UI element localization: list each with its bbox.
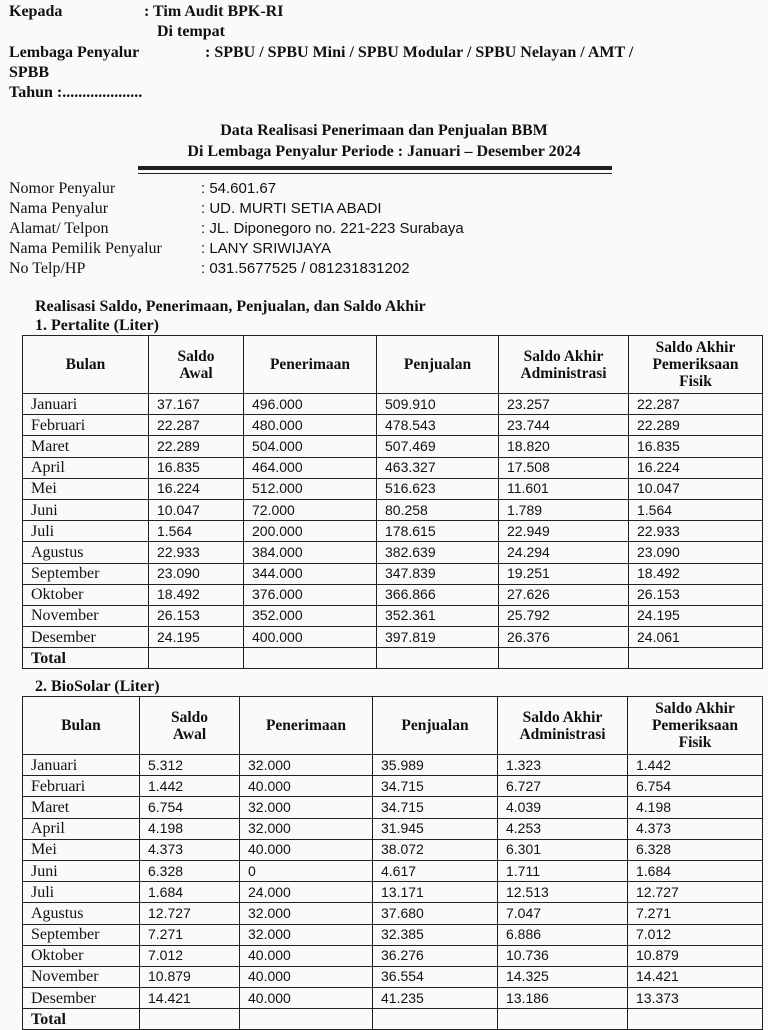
value-cell: 14.421	[628, 966, 763, 987]
value-cell: 12.727	[628, 882, 763, 903]
value-cell: 22.289	[629, 415, 763, 436]
month-cell: April	[23, 818, 140, 839]
value-cell: 25.792	[499, 605, 629, 626]
value-cell: 1.684	[628, 860, 763, 881]
value-cell: 26.153	[629, 584, 763, 605]
document-subtitle: Di Lembaga Penyalur Periode : Januari – Desember 2024	[187, 143, 581, 160]
table-header	[23, 697, 763, 755]
value-cell: 7.012	[140, 945, 240, 966]
value-cell: 6.301	[498, 839, 628, 860]
value-cell: 72.000	[244, 499, 377, 520]
column-header: Penerimaan	[240, 697, 373, 755]
value-cell: 6.727	[498, 776, 628, 797]
value-cell: 12.727	[140, 903, 240, 924]
month-cell: April	[23, 457, 149, 478]
month-cell: November	[23, 605, 149, 626]
value-cell: 478.543	[377, 415, 499, 436]
value-cell: 32.385	[373, 924, 498, 945]
value-cell: 6.886	[498, 924, 628, 945]
table-row	[23, 415, 763, 436]
value-cell: 26.376	[499, 627, 629, 648]
month-cell: September	[23, 563, 149, 584]
table-heading-pertalite: 1. Pertalite (Liter)	[35, 317, 159, 334]
value-cell: 400.000	[244, 627, 377, 648]
table-row	[23, 563, 763, 584]
month-cell: Maret	[23, 797, 140, 818]
value-cell: 7.012	[628, 924, 763, 945]
column-header: Saldo Awal	[140, 697, 240, 755]
info-label: Nama Pemilik Penyalur	[9, 240, 162, 257]
value-cell: 504.000	[244, 436, 377, 457]
value-cell: 4.198	[140, 818, 240, 839]
value-cell: 32.000	[240, 818, 373, 839]
month-cell: Februari	[23, 776, 140, 797]
column-header: Saldo Akhir Pemeriksaan Fisik	[629, 336, 763, 394]
value-cell: 397.819	[377, 627, 499, 648]
value-cell: 22.287	[629, 394, 763, 415]
month-cell: September	[23, 924, 140, 945]
value-cell: 384.000	[244, 542, 377, 563]
total-label: Total	[23, 1009, 140, 1030]
value-cell: 4.253	[498, 818, 628, 839]
value-cell: 34.715	[373, 776, 498, 797]
value-cell: 35.989	[373, 755, 498, 776]
month-cell: Februari	[23, 415, 149, 436]
table-row	[23, 394, 763, 415]
info-label: Nomor Penyalur	[9, 180, 116, 197]
value-cell: 24.195	[629, 605, 763, 626]
value-cell: 480.000	[244, 415, 377, 436]
value-cell: 6.754	[628, 776, 763, 797]
column-header: Saldo Akhir Administrasi	[499, 336, 629, 394]
column-header: Bulan	[23, 697, 140, 755]
value-cell: 10.736	[498, 945, 628, 966]
total-cell	[244, 648, 377, 669]
value-cell: 352.361	[377, 605, 499, 626]
info-value: : LANY SRIWIJAYA	[201, 240, 332, 257]
info-label: Nama Penyalur	[9, 200, 109, 217]
table-row	[23, 499, 763, 520]
value-cell: 23.090	[629, 542, 763, 563]
recipient-place: Di tempat	[157, 23, 225, 40]
total-cell	[240, 1009, 373, 1030]
table-row	[23, 924, 763, 945]
table-row	[23, 605, 763, 626]
info-value: : 54.601.67	[201, 180, 277, 197]
value-cell: 1.564	[149, 521, 244, 542]
value-cell: 10.047	[149, 499, 244, 520]
value-cell: 37.680	[373, 903, 498, 924]
value-cell: 13.171	[373, 882, 498, 903]
value-cell: 32.000	[240, 903, 373, 924]
value-cell: 16.224	[149, 478, 244, 499]
value-cell: 0	[240, 860, 373, 881]
lembaga-continued: SPBB	[9, 64, 50, 81]
table-row	[23, 818, 763, 839]
table-body	[23, 755, 763, 1030]
value-cell: 496.000	[244, 394, 377, 415]
value-cell: 22.933	[149, 542, 244, 563]
value-cell: 32.000	[240, 755, 373, 776]
value-cell: 1.323	[498, 755, 628, 776]
total-cell	[377, 648, 499, 669]
value-cell: 24.000	[240, 882, 373, 903]
value-cell: 40.000	[240, 945, 373, 966]
value-cell: 23.744	[499, 415, 629, 436]
info-value: : JL. Diponegoro no. 221-223 Surabaya	[201, 220, 464, 237]
value-cell: 6.754	[140, 797, 240, 818]
pertalite-table	[22, 335, 763, 669]
total-cell	[629, 648, 763, 669]
value-cell: 7.271	[628, 903, 763, 924]
recipient-value: : Tim Audit BPK-RI	[144, 3, 284, 20]
value-cell: 4.617	[373, 860, 498, 881]
table-row	[23, 839, 763, 860]
value-cell: 36.554	[373, 966, 498, 987]
table-row	[23, 882, 763, 903]
value-cell: 509.910	[377, 394, 499, 415]
value-cell: 10.879	[628, 945, 763, 966]
table-row	[23, 478, 763, 499]
column-header: Bulan	[23, 336, 149, 394]
month-cell: Juni	[23, 499, 149, 520]
biosolar-table	[22, 696, 763, 1030]
value-cell: 14.421	[140, 988, 240, 1009]
title-rule-thick	[138, 166, 612, 170]
column-header: Penjualan	[373, 697, 498, 755]
value-cell: 7.047	[498, 903, 628, 924]
value-cell: 6.328	[628, 839, 763, 860]
value-cell: 27.626	[499, 584, 629, 605]
table-row	[23, 966, 763, 987]
table-row	[23, 755, 763, 776]
total-cell	[499, 648, 629, 669]
month-cell: Januari	[23, 394, 149, 415]
column-header: Saldo Akhir Administrasi	[498, 697, 628, 755]
value-cell: 4.198	[628, 797, 763, 818]
total-label: Total	[23, 648, 149, 669]
total-cell	[149, 648, 244, 669]
value-cell: 376.000	[244, 584, 377, 605]
value-cell: 4.039	[498, 797, 628, 818]
table-row	[23, 797, 763, 818]
value-cell: 14.325	[498, 966, 628, 987]
header-row	[23, 336, 763, 394]
month-cell: November	[23, 966, 140, 987]
info-label: No Telp/HP	[9, 260, 86, 277]
value-cell: 11.601	[499, 478, 629, 499]
value-cell: 40.000	[240, 839, 373, 860]
title-rule-thin	[138, 173, 612, 174]
month-cell: Juni	[23, 860, 140, 881]
lembaga-label: Lembaga Penyalur	[9, 44, 140, 61]
value-cell: 4.373	[140, 839, 240, 860]
value-cell: 18.492	[629, 563, 763, 584]
month-cell: Desember	[23, 988, 140, 1009]
month-cell: Maret	[23, 436, 149, 457]
total-row	[23, 648, 763, 669]
table-header	[23, 336, 763, 394]
tahun-line: Tahun :....................	[9, 84, 143, 101]
table-body	[23, 394, 763, 669]
value-cell: 17.508	[499, 457, 629, 478]
table-heading-biosolar: 2. BioSolar (Liter)	[35, 678, 160, 695]
column-header: Penjualan	[377, 336, 499, 394]
value-cell: 5.312	[140, 755, 240, 776]
info-value: : UD. MURTI SETIA ABADI	[201, 200, 382, 217]
table-row	[23, 627, 763, 648]
value-cell: 19.251	[499, 563, 629, 584]
value-cell: 1.789	[499, 499, 629, 520]
recipient-label: Kepada	[9, 3, 63, 20]
value-cell: 13.373	[628, 988, 763, 1009]
value-cell: 34.715	[373, 797, 498, 818]
value-cell: 1.442	[140, 776, 240, 797]
info-label: Alamat/ Telpon	[9, 220, 109, 237]
value-cell: 38.072	[373, 839, 498, 860]
value-cell: 80.258	[377, 499, 499, 520]
value-cell: 464.000	[244, 457, 377, 478]
section-title: Realisasi Saldo, Penerimaan, Penjualan, dan Saldo Akhir	[35, 298, 426, 315]
value-cell: 40.000	[240, 966, 373, 987]
month-cell: Agustus	[23, 542, 149, 563]
value-cell: 18.492	[149, 584, 244, 605]
value-cell: 463.327	[377, 457, 499, 478]
total-cell	[498, 1009, 628, 1030]
value-cell: 382.639	[377, 542, 499, 563]
total-cell	[373, 1009, 498, 1030]
value-cell: 12.513	[498, 882, 628, 903]
value-cell: 6.328	[140, 860, 240, 881]
month-cell: Desember	[23, 627, 149, 648]
value-cell: 344.000	[244, 563, 377, 584]
value-cell: 37.167	[149, 394, 244, 415]
month-cell: Juli	[23, 882, 140, 903]
value-cell: 200.000	[244, 521, 377, 542]
column-header: Saldo Akhir Pemeriksaan Fisik	[628, 697, 763, 755]
value-cell: 10.047	[629, 478, 763, 499]
value-cell: 366.866	[377, 584, 499, 605]
table-row	[23, 584, 763, 605]
value-cell: 516.623	[377, 478, 499, 499]
column-header: Penerimaan	[244, 336, 377, 394]
value-cell: 23.257	[499, 394, 629, 415]
value-cell: 10.879	[140, 966, 240, 987]
value-cell: 22.289	[149, 436, 244, 457]
value-cell: 1.564	[629, 499, 763, 520]
value-cell: 18.820	[499, 436, 629, 457]
value-cell: 507.469	[377, 436, 499, 457]
info-value: : 031.5677525 / 081231831202	[201, 260, 410, 277]
value-cell: 24.195	[149, 627, 244, 648]
table-row	[23, 542, 763, 563]
value-cell: 1.684	[140, 882, 240, 903]
value-cell: 22.287	[149, 415, 244, 436]
column-header: Saldo Awal	[149, 336, 244, 394]
table-row	[23, 903, 763, 924]
value-cell: 24.061	[629, 627, 763, 648]
value-cell: 16.835	[149, 457, 244, 478]
value-cell: 7.271	[140, 924, 240, 945]
table-row	[23, 945, 763, 966]
table-row	[23, 860, 763, 881]
total-row	[23, 1009, 763, 1030]
value-cell: 40.000	[240, 988, 373, 1009]
value-cell: 1.442	[628, 755, 763, 776]
value-cell: 347.839	[377, 563, 499, 584]
value-cell: 16.224	[629, 457, 763, 478]
value-cell: 13.186	[498, 988, 628, 1009]
value-cell: 32.000	[240, 797, 373, 818]
value-cell: 41.235	[373, 988, 498, 1009]
total-cell	[140, 1009, 240, 1030]
month-cell: Juli	[23, 521, 149, 542]
table-row	[23, 776, 763, 797]
value-cell: 40.000	[240, 776, 373, 797]
total-cell	[628, 1009, 763, 1030]
value-cell: 512.000	[244, 478, 377, 499]
value-cell: 4.373	[628, 818, 763, 839]
table-row	[23, 988, 763, 1009]
table-row	[23, 457, 763, 478]
month-cell: Agustus	[23, 903, 140, 924]
value-cell: 22.933	[629, 521, 763, 542]
value-cell: 22.949	[499, 521, 629, 542]
value-cell: 32.000	[240, 924, 373, 945]
value-cell: 26.153	[149, 605, 244, 626]
value-cell: 36.276	[373, 945, 498, 966]
value-cell: 178.615	[377, 521, 499, 542]
value-cell: 31.945	[373, 818, 498, 839]
month-cell: Mei	[23, 839, 140, 860]
month-cell: Mei	[23, 478, 149, 499]
value-cell: 16.835	[629, 436, 763, 457]
month-cell: Januari	[23, 755, 140, 776]
value-cell: 23.090	[149, 563, 244, 584]
lembaga-value: : SPBU / SPBU Mini / SPBU Modular / SPBU Nelayan / AMT /	[205, 44, 634, 61]
table-row	[23, 436, 763, 457]
month-cell: Oktober	[23, 945, 140, 966]
month-cell: Oktober	[23, 584, 149, 605]
table-row	[23, 521, 763, 542]
value-cell: 1.711	[498, 860, 628, 881]
header-row	[23, 697, 763, 755]
value-cell: 352.000	[244, 605, 377, 626]
document-title: Data Realisasi Penerimaan dan Penjualan BBM	[220, 122, 548, 139]
value-cell: 24.294	[499, 542, 629, 563]
